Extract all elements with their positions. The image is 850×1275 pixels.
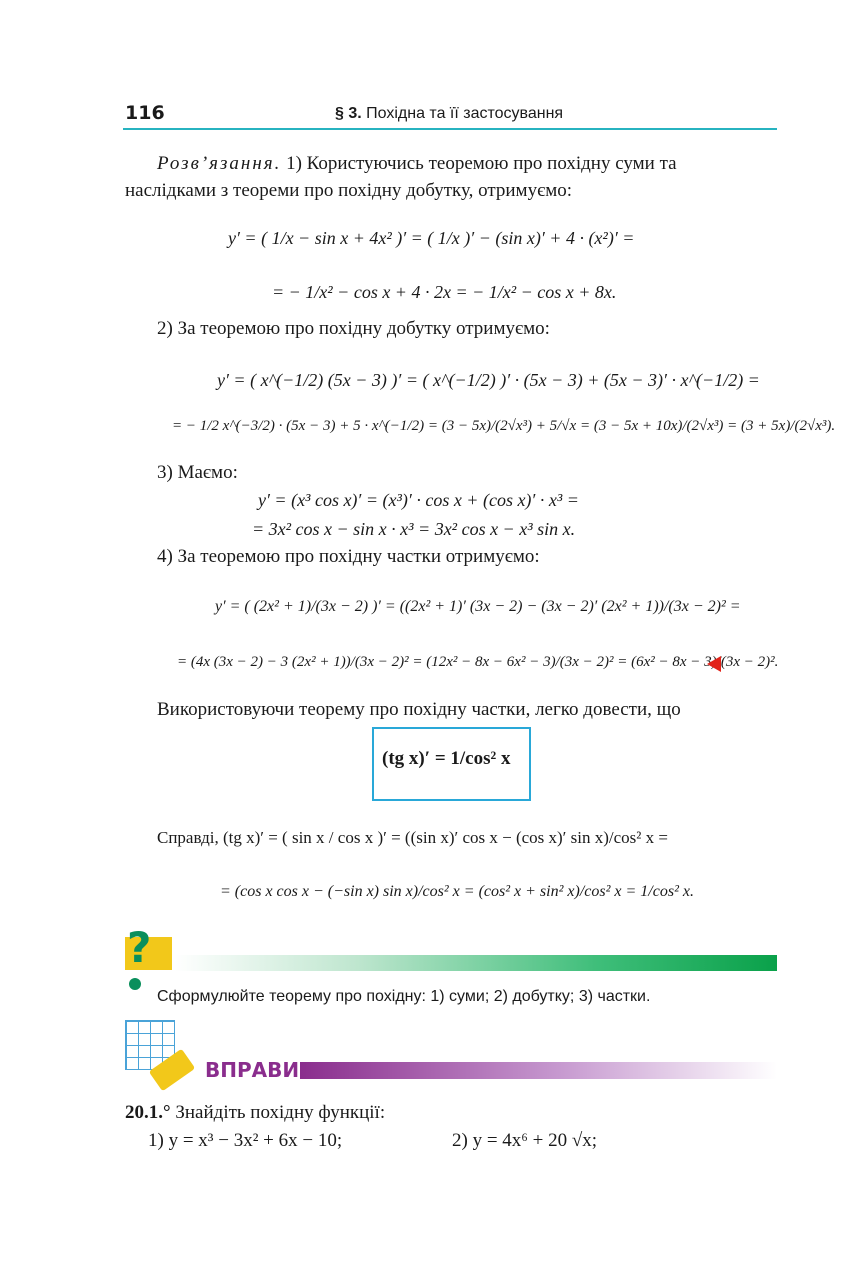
step-2-text: 2) За теоремою про похідну добутку отримуємо: <box>157 318 550 339</box>
exercise-number: 20.1.° <box>125 1102 171 1123</box>
boxed-formula: (tg x)′ = 1/cos² x <box>382 748 511 769</box>
question-mark-icon: ? <box>127 923 152 972</box>
section-label: § 3. <box>335 105 362 122</box>
page-number: 116 <box>125 102 165 124</box>
exercises-heading: ВПРАВИ <box>205 1058 300 1082</box>
formula-4a: y′ = ( (2x² + 1)/(3x − 2) )′ = ((2x² + 1)′ (3x − 2) − (3x − 2)′ (2x² + 1))/(3x − 2)² = <box>215 598 741 615</box>
formula-1b: = − 1/x² − cos x + 4 · 2x = − 1/x² − cos x + 8x. <box>272 282 617 302</box>
solution-label: Розв’язання. <box>157 153 282 174</box>
exercise-text: Знайдіть похідну функції: <box>175 1102 386 1123</box>
section-name: Похідна та її застосування <box>366 105 564 122</box>
exercises-gradient-bar <box>300 1062 777 1079</box>
section-title <box>335 105 563 123</box>
solution-intro-text: 1) Користуючись теоремою про похідну суми та <box>286 153 677 174</box>
question-dot-icon <box>129 978 141 990</box>
formula-3b: = 3x² cos x − sin x · x³ = 3x² cos x − x³ sin x. <box>252 519 576 539</box>
header-divider <box>123 128 777 130</box>
solution-intro-line2: наслідками з теореми про похідну добутку, отримуємо: <box>125 180 573 201</box>
exercise-sub-2: 2) y = 4x⁶ + 20 √x; <box>452 1130 598 1151</box>
solution-intro <box>157 153 677 175</box>
formula-3a: y′ = (x³ cos x)′ = (x³)′ · cos x + (cos x)′ · x³ = <box>258 490 579 510</box>
formula-2a: y′ = ( x^(−1/2) (5x − 3) )′ = ( x^(−1/2) )′ · (5x − 3) + (5x − 3)′ · x^(−1/2) = <box>217 370 760 390</box>
formula-2b: = − 1/2 x^(−3/2) · (5x − 3) + 5 · x^(−1/2) = (3 − 5x)/(2√x³) + 5/√x = (3 − 5x + 10x)/(2√x³) = (3 + 5x)/(2√x³). <box>172 418 836 434</box>
exercise-20-1 <box>125 1102 385 1124</box>
proof-line-2: = (cos x cos x − (−sin x) sin x)/cos² x = (cos² x + sin² x)/cos² x = 1/cos² x. <box>220 883 694 900</box>
proof-line-1: Справді, (tg x)′ = ( sin x / cos x )′ = ((sin x)′ cos x − (cos x)′ sin x)/cos² x = <box>157 828 668 847</box>
step-3-text: 3) Маємо: <box>157 462 238 483</box>
question-text: Сформулюйте теорему про похідну: 1) суми; 2) добутку; 3) частки. <box>157 988 651 1005</box>
exercise-sub-1: 1) y = x³ − 3x² + 6x − 10; <box>148 1130 343 1151</box>
question-gradient-bar <box>175 955 777 971</box>
formula-4b: = (4x (3x − 2) − 3 (2x² + 1))/(3x − 2)² = (12x² − 8x − 6x² − 3)/(3x − 2)² = (6x² − 8x − 3)/(3x − 2)². <box>177 654 779 670</box>
step-4-text: 4) За теоремою про похідну частки отримуємо: <box>157 546 540 567</box>
formula-1a: y′ = ( 1/x − sin x + 4x² )′ = ( 1/x )′ − (sin x)′ + 4 · (x²)′ = <box>228 228 635 248</box>
using-theorem-text: Використовуючи теорему про похідну частки, легко довести, що <box>157 699 681 720</box>
end-of-solution-marker <box>707 656 721 672</box>
